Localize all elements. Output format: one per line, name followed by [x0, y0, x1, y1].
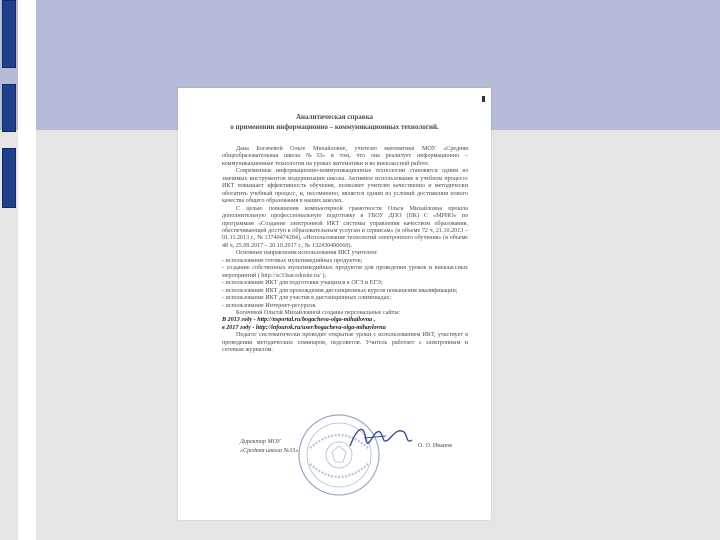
signature-organization: «Средняя школа №33»: [240, 448, 299, 454]
paragraph-intro: Дана Богачевой Ольге Михайловне, учителю математики МОУ «Средняя общеобразовательная школа №33» в том, что она реализует информационно – коммуникационные технологии на уроках математики и во внеклассной работе.: [222, 146, 468, 167]
scanned-document-page: [178, 88, 491, 520]
paragraph-sites-heading: Богачевой Ольгой Михайловной созданы персональные сайты:: [236, 309, 401, 316]
list-item: - использование Интернет-ресурсов.: [222, 302, 317, 309]
list-item: - использование готовых мультимедийных продуктов;: [222, 257, 363, 264]
list-item: - создание собственных мультимедийных продуктов для проведения уроков и внеклассных мероприятий ( http://sc33sar.edusite.ru/ );: [222, 265, 468, 279]
scan-mark: [482, 96, 485, 102]
document-body: [222, 146, 468, 355]
site-link-2013: В 2013 году - http://nsportal.ru/bogacheva-olga-mihailovna ,: [222, 317, 376, 324]
list-item: - использование ИКТ для подготовки учащихся к ОГЭ и ЕГЭ;: [222, 280, 383, 287]
handwritten-signature-icon: [346, 418, 416, 458]
document-title: Аналитическая справка: [295, 113, 374, 121]
accent-bar-bottom: [2, 148, 16, 208]
paragraph-directions-heading: Основные направления использования ИКТ учителем:: [236, 250, 378, 257]
accent-bar-middle: [2, 84, 16, 132]
signature-position: Директор МОУ: [240, 439, 281, 445]
list-item: - использование ИКТ для прохождения дистанционных курсов повышения квалификации;: [222, 287, 458, 294]
list-item: - использование ИКТ для участия в дистанционных олимпиадах;: [222, 295, 392, 302]
document-subtitle: о применении информационно – коммуникационных технологий.: [230, 123, 439, 131]
paragraph-training: С целью повышения компьютерной грамотности Ольга Михайловна прошла дополнительную профессиональную подготовку в ГБОУ ДПО (ПК) С «МРИО» по программам «Создание электронной ИКТ системы управления качеством образования, обеспечивающей доступ к образовательным услугам и сервисам» (в объеме 72 ч, 21.10.2013 – 01.11.2013 г., № 13740474284), «Использование технологий электронного обучения» (в объеме 48 ч, 25.09.2017 – 20.10.2017 г., № 132430490669).: [222, 205, 469, 249]
signature-name: О. О. Иванов: [418, 443, 452, 449]
site-link-2017: в 2017 году - http://infourok.ru/user/bogacheva-olga-mihaylovna: [222, 324, 386, 331]
paragraph-conclusion: Педагог систематически проводит открытые уроки с использованием ИКТ, участвует в проведении методических семинаров, педсоветов. Учитель работает с электронным и сетевым журналом.: [222, 332, 468, 354]
accent-bar-top: [2, 0, 16, 68]
slide-left-strip: [18, 0, 36, 540]
paragraph-ict-importance: Современные информационно-коммуникационные технологии становятся одним из значимых инструментов модернизации школы. Активное использование в учебном процессе ИКТ повышает эффективность обучения, позволяет учителю качественно и методически обогатить учебный процесс, и, несомненно, является одним из условий достижения нового качества общего образования в наших школах.: [222, 168, 468, 205]
